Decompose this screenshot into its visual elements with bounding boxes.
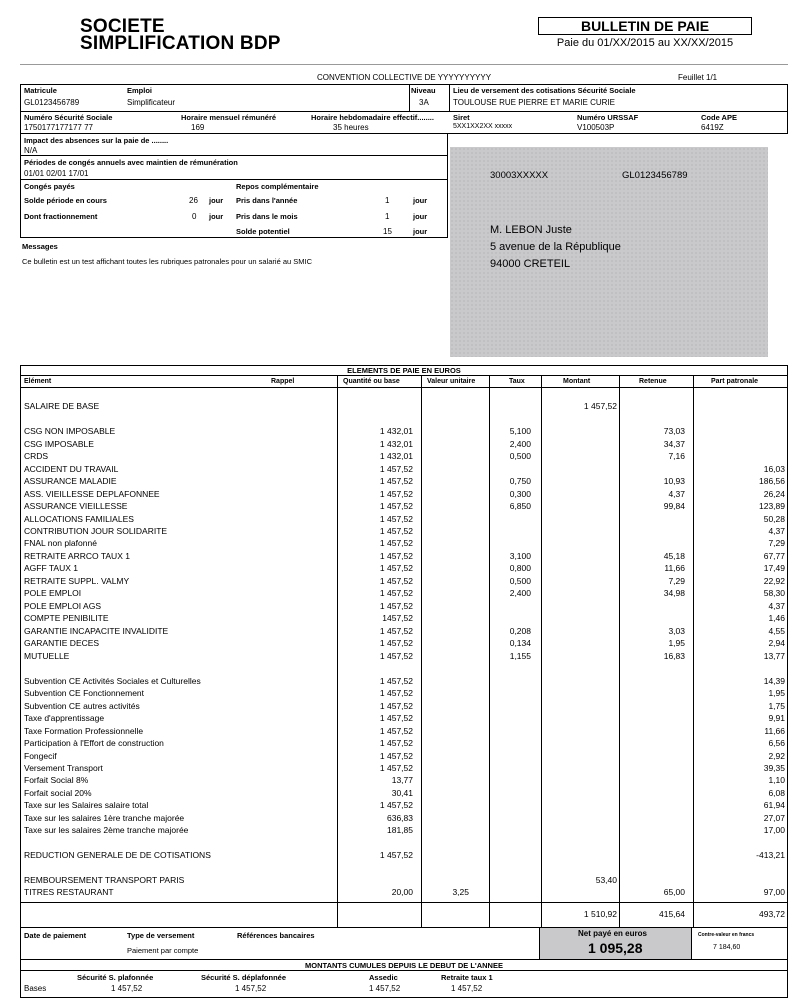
- cell-el: CRDS: [24, 451, 49, 461]
- pris-annee-unit: jour: [413, 196, 428, 205]
- cumul-v3: 1 457,52: [369, 984, 401, 993]
- table-row: [21, 688, 787, 701]
- cell-q: 1 457,52: [379, 763, 413, 773]
- cell-p: 22,92: [763, 576, 785, 586]
- cell-r: 34,37: [663, 439, 685, 449]
- table-row: [21, 701, 787, 714]
- niveau-label: Niveau: [411, 86, 436, 95]
- table-row: [21, 626, 787, 639]
- cell-el: RETRAITE ARRCO TAUX 1: [24, 551, 130, 561]
- recipient-name: M. LEBON Juste: [490, 224, 572, 236]
- cell-q: 1 457,52: [379, 638, 413, 648]
- cell-r: 34,98: [663, 588, 685, 598]
- table-row: [21, 439, 787, 452]
- cell-p: 50,28: [763, 514, 785, 524]
- matricule-value: GL0123456789: [24, 98, 80, 107]
- cumul-v1: 1 457,52: [111, 984, 143, 993]
- table-row: [21, 401, 787, 414]
- cell-el: COMPTE PENIBILITE: [24, 613, 109, 623]
- employee-info-row2: [20, 112, 788, 134]
- contre-valeur-value: 7 184,60: [713, 944, 741, 951]
- cell-r: 3,03: [668, 626, 685, 636]
- cell-el: Taxe sur les salaires 1ère tranche majorée: [24, 813, 185, 823]
- cell-q: 1 457,52: [379, 464, 413, 474]
- cell-el: Taxe sur les Salaires salaire total: [24, 800, 149, 810]
- cell-r: 4,37: [668, 489, 685, 499]
- table-header: [21, 376, 787, 388]
- cell-q: 1 457,52: [379, 726, 413, 736]
- cell-el: Subvention CE Fonctionnement: [24, 688, 145, 698]
- cell-u: 3,25: [452, 887, 469, 897]
- cell-t: 2,400: [509, 588, 531, 598]
- repos-label: Repos complémentaire: [236, 182, 319, 191]
- cell-p: 13,77: [763, 651, 785, 661]
- cell-el: Forfait Social 8%: [24, 775, 89, 785]
- table-row: [21, 613, 787, 626]
- periodes-label: Périodes de congés annuels avec maintien de rémunération: [24, 158, 238, 167]
- cumul-v2: 1 457,52: [235, 984, 267, 993]
- table-row: [21, 476, 787, 489]
- cell-p: 2,94: [768, 638, 785, 648]
- pris-mois-label: Pris dans le mois: [236, 212, 298, 221]
- cell-r: 99,84: [663, 501, 685, 511]
- table-row: [21, 464, 787, 477]
- cell-r: 10,93: [663, 476, 685, 486]
- table-row: [21, 551, 787, 564]
- cell-t: 0,300: [509, 489, 531, 499]
- cell-p: 4,37: [768, 526, 785, 536]
- pris-mois-value: 1: [385, 212, 390, 221]
- header-part-patronale: Part patronale: [711, 378, 759, 385]
- cell-el: MUTUELLE: [24, 651, 70, 661]
- table-row: [21, 825, 787, 838]
- table-row: [21, 887, 787, 900]
- employee-info-row1: [20, 84, 788, 112]
- company-name: [80, 18, 281, 52]
- conges-label: Congés payés: [24, 182, 75, 191]
- cell-t: 0,500: [509, 576, 531, 586]
- cell-r: 45,18: [663, 551, 685, 561]
- table-row: [21, 576, 787, 589]
- pris-mois-unit: jour: [413, 212, 428, 221]
- cell-r: 7,29: [668, 576, 685, 586]
- cell-m: 53,40: [595, 875, 617, 885]
- cell-p: 9,91: [768, 713, 785, 723]
- cell-q: 1 457,52: [379, 551, 413, 561]
- cell-q: 1 457,52: [379, 800, 413, 810]
- cell-q: 13,77: [391, 775, 413, 785]
- ape-label: Code APE: [701, 113, 737, 122]
- cumul-v4: 1 457,52: [451, 984, 483, 993]
- fract-value: 0: [192, 212, 197, 221]
- cell-el: TITRES RESTAURANT: [24, 887, 114, 897]
- table-row: [21, 601, 787, 614]
- cell-p: 123,89: [759, 501, 785, 511]
- cell-p: 97,00: [763, 887, 785, 897]
- convention: CONVENTION COLLECTIVE DE YYYYYYYYYY: [316, 73, 492, 82]
- cell-p: 6,56: [768, 738, 785, 748]
- payment-footer: [20, 928, 788, 960]
- cell-p: 186,56: [759, 476, 785, 486]
- pris-annee-label: Pris dans l'année: [236, 196, 298, 205]
- bank-code: 30003XXXXX: [490, 170, 549, 181]
- nss-label: Numéro Sécurité Sociale: [24, 113, 113, 122]
- table-row: [21, 489, 787, 502]
- totals-divider: [21, 902, 787, 903]
- cumulative-amounts: [20, 960, 788, 998]
- table-row: [21, 638, 787, 651]
- cell-p: -413,21: [756, 850, 785, 860]
- siret-value: 5XX1XX2XX xxxxx: [453, 123, 513, 130]
- total-montant: 1 510,92: [583, 909, 617, 919]
- cell-p: 11,66: [764, 726, 785, 736]
- document-title: BULLETIN DE PAIE: [538, 17, 752, 35]
- cell-q: 1 457,52: [379, 489, 413, 499]
- cell-p: 1,95: [768, 688, 785, 698]
- cell-r: 65,00: [663, 887, 685, 897]
- table-row: [21, 800, 787, 813]
- cell-el: GARANTIE DECES: [24, 638, 100, 648]
- header-element: Elément: [24, 378, 52, 385]
- cell-el: AGFF TAUX 1: [24, 563, 79, 573]
- messages-text: Ce bulletin est un test affichant toutes les rubriques patronales pour un salarié au SMIC: [22, 257, 313, 266]
- impact-value: N/A: [24, 146, 38, 155]
- recipient-city: 94000 CRETEIL: [490, 258, 571, 270]
- cell-p: 17,49: [763, 563, 785, 573]
- total-patronale: 493,72: [759, 909, 785, 919]
- cell-el: POLE EMPLOI AGS: [24, 601, 102, 611]
- urssaf-value: V100503P: [577, 123, 615, 132]
- top-divider: [20, 64, 788, 65]
- cell-el: Subvention CE autres activités: [24, 701, 140, 711]
- horaire-hebdo-label: Horaire hebdomadaire effectif........: [311, 113, 434, 122]
- table-row: [21, 651, 787, 664]
- cell-p: 16,03: [763, 464, 785, 474]
- table-row: [21, 813, 787, 826]
- address-window: [450, 147, 768, 357]
- solde-value: 26: [189, 196, 198, 205]
- cell-q: 1 432,01: [379, 451, 413, 461]
- totals-row: [21, 909, 787, 922]
- cumul-h1: Sécurité S. plafonnée: [77, 973, 154, 982]
- cell-t: 0,208: [509, 626, 531, 636]
- recipient-street: 5 avenue de la République: [490, 241, 621, 253]
- header-retenue: Retenue: [639, 378, 667, 385]
- messages-label: Messages: [22, 242, 58, 251]
- table-row: [21, 501, 787, 514]
- cell-p: 2,92: [768, 751, 785, 761]
- siret-label: Siret: [453, 113, 470, 122]
- table-row: [21, 451, 787, 464]
- cell-t: 5,100: [509, 426, 531, 436]
- solde-potentiel-unit: jour: [413, 227, 428, 236]
- cell-p: 14,39: [763, 676, 785, 686]
- cell-r: 11,66: [664, 563, 685, 573]
- table-row: [21, 875, 787, 888]
- company-line1: SOCIETE: [80, 16, 165, 37]
- cell-p: 4,55: [768, 626, 785, 636]
- cell-r: 16,83: [663, 651, 685, 661]
- cell-q: 20,00: [391, 887, 413, 897]
- table-row: [21, 751, 787, 764]
- cell-p: 39,35: [763, 763, 785, 773]
- cell-el: ALLOCATIONS FAMILIALES: [24, 514, 134, 524]
- cell-el: Forfait social 20%: [24, 788, 92, 798]
- table-row: [21, 426, 787, 439]
- cell-p: 26,24: [763, 489, 785, 499]
- table-row: [21, 514, 787, 527]
- table-row: [21, 738, 787, 751]
- cell-el: Taxe sur les salaires 2ème tranche majorée: [24, 825, 189, 835]
- net-paye-label: Net payé en euros: [578, 929, 647, 938]
- cell-p: 67,77: [763, 551, 785, 561]
- sheet-number: Feuillet 1/1: [678, 73, 718, 82]
- net-paye-value: 1 095,28: [588, 940, 643, 956]
- header-quantite: Quantité ou base: [343, 378, 400, 385]
- cell-p: 7,29: [768, 538, 785, 548]
- cell-t: 2,400: [509, 439, 531, 449]
- cell-p: 4,37: [768, 601, 785, 611]
- solde-unit: jour: [209, 196, 224, 205]
- cell-el: ASSURANCE VIEILLESSE: [24, 501, 128, 511]
- table-row: [21, 526, 787, 539]
- cell-t: 0,500: [509, 451, 531, 461]
- periodes-value: 01/01 02/01 17/01: [24, 169, 89, 178]
- cell-p: 1,75: [768, 701, 785, 711]
- cell-p: 1,46: [768, 613, 785, 623]
- cell-t: 3,100: [509, 551, 531, 561]
- table-row: [21, 588, 787, 601]
- cell-p: 6,08: [768, 788, 785, 798]
- cell-el: GARANTIE INCAPACITE INVALIDITE: [24, 626, 169, 636]
- table-row: [21, 713, 787, 726]
- lieu-label: Lieu de versement des cotisations Sécurité Sociale: [453, 86, 636, 95]
- contre-valeur-label: Contre-valeur en francs: [698, 932, 755, 938]
- table-row: [21, 676, 787, 689]
- cell-q: 1 457,52: [379, 713, 413, 723]
- cell-q: 1 457,52: [379, 526, 413, 536]
- cell-t: 0,134: [509, 638, 531, 648]
- cell-q: 1 457,52: [379, 850, 413, 860]
- urssaf-label: Numéro URSSAF: [577, 113, 639, 122]
- cell-q: 1 457,52: [379, 738, 413, 748]
- pay-elements-table: [20, 365, 788, 928]
- header-taux: Taux: [509, 378, 525, 385]
- nss-value: 1750177177177 77: [24, 123, 93, 132]
- cell-r: 73,03: [663, 426, 685, 436]
- horaire-mensuel-value: 169: [191, 123, 205, 132]
- cell-el: ACCIDENT DU TRAVAIL: [24, 464, 119, 474]
- cell-el: ASSURANCE MALADIE: [24, 476, 117, 486]
- cell-el: CSG IMPOSABLE: [24, 439, 94, 449]
- emploi-label: Emploi: [127, 86, 153, 95]
- cell-q: 636,83: [387, 813, 413, 823]
- cell-q: 1457,52: [382, 613, 413, 623]
- header-rappel: Rappel: [271, 378, 295, 385]
- cell-q: 1 457,52: [379, 476, 413, 486]
- fract-unit: jour: [209, 212, 224, 221]
- cell-el: CSG NON IMPOSABLE: [24, 426, 116, 436]
- cell-el: Fongecif: [24, 751, 57, 761]
- cell-el: Subvention CE Activités Sociales et Culturelles: [24, 676, 201, 686]
- cell-q: 30,41: [391, 788, 413, 798]
- ape-value: 6419Z: [701, 123, 724, 132]
- type-versement-value: Paiement par compte: [127, 946, 199, 955]
- fract-label: Dont fractionnement: [24, 212, 98, 221]
- emploi-value: Simplificateur: [127, 98, 176, 107]
- cell-q: 1 432,01: [379, 426, 413, 436]
- table-row: [21, 850, 787, 863]
- type-versement-label: Type de versement: [127, 931, 195, 940]
- solde-label: Solde période en cours: [24, 196, 107, 205]
- cell-el: CONTRIBUTION JOUR SOLIDARITE: [24, 526, 168, 536]
- references-bancaires-label: Références bancaires: [237, 931, 315, 940]
- cumul-row-label: Bases: [24, 984, 47, 993]
- cell-p: 1,10: [768, 775, 785, 785]
- cell-q: 1 457,52: [379, 651, 413, 661]
- cell-el: POLE EMPLOI: [24, 588, 82, 598]
- cell-t: 1,155: [509, 651, 531, 661]
- cell-p: 58,30: [763, 588, 785, 598]
- cell-p: 61,94: [763, 800, 785, 810]
- cell-q: 1 457,52: [379, 751, 413, 761]
- cumul-h3: Assedic: [369, 973, 398, 982]
- cell-t: 0,800: [509, 563, 531, 573]
- cell-el: REDUCTION GENERALE DE DE COTISATIONS: [24, 850, 211, 860]
- cell-q: 1 457,52: [379, 563, 413, 573]
- cell-q: 1 457,52: [379, 501, 413, 511]
- cell-q: 1 457,52: [379, 676, 413, 686]
- header-montant: Montant: [563, 378, 591, 385]
- horaire-mensuel-label: Horaire mensuel rémunéré: [181, 113, 277, 122]
- cell-r: 1,95: [668, 638, 685, 648]
- solde-potentiel-label: Solde potentiel: [236, 227, 290, 236]
- cell-q: 1 457,52: [379, 514, 413, 524]
- cumul-h4: Retraite taux 1: [441, 973, 493, 982]
- company-line2: SIMPLIFICATION BDP: [80, 33, 281, 54]
- cell-m: 1 457,52: [583, 401, 617, 411]
- cell-el: Versement Transport: [24, 763, 103, 773]
- cell-el: ASS. VIEILLESSE DEPLAFONNEE: [24, 489, 160, 499]
- cell-el: REMBOURSEMENT TRANSPORT PARIS: [24, 875, 185, 885]
- table-row: [21, 788, 787, 801]
- table-row: [21, 538, 787, 551]
- employee-code: GL0123456789: [622, 170, 688, 181]
- cell-q: 1 457,52: [379, 601, 413, 611]
- horaire-hebdo-value: 35 heures: [333, 123, 369, 132]
- header-valeur-unitaire: Valeur unitaire: [427, 378, 476, 385]
- cell-el: FNAL non plafonné: [24, 538, 97, 548]
- table-row: [21, 763, 787, 776]
- niveau-value: 3A: [419, 98, 429, 107]
- cell-q: 1 457,52: [379, 688, 413, 698]
- net-pay-box: [539, 928, 692, 959]
- pay-period: Paie du 01/XX/2015 au XX/XX/2015: [556, 37, 734, 49]
- table-title: ELEMENTS DE PAIE EN EUROS: [21, 366, 787, 376]
- date-paiement-label: Date de paiement: [24, 931, 87, 940]
- total-retenue: 415,64: [659, 909, 685, 919]
- cumul-title: MONTANTS CUMULES DEPUIS LE DEBUT DE L'ANNEE: [21, 960, 787, 971]
- cell-el: Taxe d'apprentissage: [24, 713, 105, 723]
- solde-potentiel-value: 15: [383, 227, 392, 236]
- cell-el: RETRAITE SUPPL. VALMY: [24, 576, 130, 586]
- cell-q: 1 432,01: [379, 439, 413, 449]
- cell-q: 1 457,52: [379, 701, 413, 711]
- cell-t: 6,850: [509, 501, 531, 511]
- cell-p: 17,00: [763, 825, 785, 835]
- cell-el: SALAIRE DE BASE: [24, 401, 100, 411]
- matricule-label: Matricule: [24, 86, 57, 95]
- impact-label: Impact des absences sur la paie de ........: [24, 136, 169, 145]
- cell-q: 1 457,52: [379, 626, 413, 636]
- cell-q: 1 457,52: [379, 538, 413, 548]
- cell-q: 1 457,52: [379, 576, 413, 586]
- cell-el: Taxe Formation Professionnelle: [24, 726, 144, 736]
- cumul-h2: Sécurité S. déplafonnée: [201, 973, 287, 982]
- cell-q: 181,85: [387, 825, 413, 835]
- cell-r: 7,16: [668, 451, 685, 461]
- table-row: [21, 726, 787, 739]
- cell-el: Participation à l'Effort de construction: [24, 738, 164, 748]
- table-row: [21, 563, 787, 576]
- cell-t: 0,750: [509, 476, 531, 486]
- cell-p: 27,07: [763, 813, 785, 823]
- cell-q: 1 457,52: [379, 588, 413, 598]
- lieu-value: TOULOUSE RUE PIERRE ET MARIE CURIE: [453, 98, 615, 107]
- absences-box: [20, 134, 448, 238]
- pris-annee-value: 1: [385, 196, 390, 205]
- table-row: [21, 775, 787, 788]
